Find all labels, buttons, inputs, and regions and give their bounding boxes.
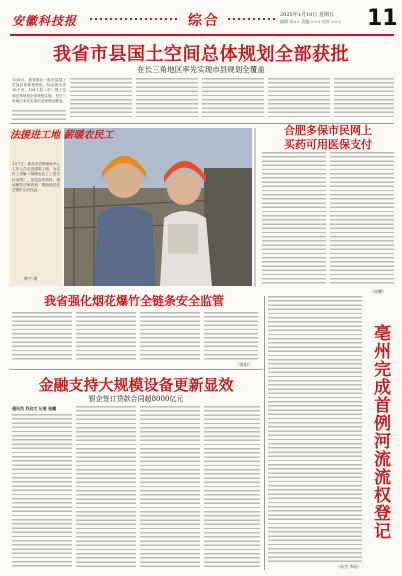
photo-right-edge bbox=[254, 128, 256, 286]
masthead-dots bbox=[90, 18, 180, 20]
finance-body-col2 bbox=[76, 406, 136, 568]
paper-name: 安徽科技报 bbox=[12, 14, 78, 28]
safety-body-col2 bbox=[76, 312, 136, 360]
safety-end-tag: （陈阳） bbox=[236, 362, 252, 367]
column-divider bbox=[264, 296, 265, 570]
photo-caption-text: 1月7日，淮北市法律援助中心工作人员走进建筑工地，为农民工讲解《保障农民工工资支付条例》，发放宣传资料，现场解答法律咨询，帮助他们依法维护合法权益。 bbox=[12, 162, 60, 193]
lead-body-col6 bbox=[334, 78, 394, 120]
lead-body-col3 bbox=[136, 78, 198, 120]
vertical-end-tag: （孙杰 李丽） bbox=[336, 564, 362, 569]
side-body-col1 bbox=[262, 152, 326, 286]
photo-credit: 韩宇 摄 bbox=[24, 276, 38, 281]
side-headline-2: 买药可用医保支付 bbox=[284, 138, 372, 151]
section-label: 综合 bbox=[188, 13, 220, 29]
finance-body-col4 bbox=[204, 406, 260, 568]
safety-divider bbox=[10, 369, 262, 370]
worker-photo-illustration bbox=[64, 128, 252, 286]
photo-caption-column bbox=[10, 128, 114, 286]
side-end-tag: （周鹏） bbox=[370, 289, 386, 294]
safety-body-col4 bbox=[204, 312, 258, 360]
lead-body-col4 bbox=[202, 78, 264, 120]
news-photo bbox=[64, 128, 252, 286]
finance-byline: 通讯员 苏启文 记者 张鹏 bbox=[12, 406, 57, 411]
editor-line: 编辑 周×× 美编 ××× 校对 ××× bbox=[280, 19, 342, 24]
safety-body-col1 bbox=[12, 312, 72, 360]
lead-body-col5 bbox=[268, 78, 330, 120]
vertical-headline: 亳州完成首例河流流权登记 bbox=[370, 324, 390, 540]
lead-subhead: 在长三角地区率先实现市县规划全覆盖 bbox=[137, 65, 265, 74]
finance-body-col1 bbox=[12, 414, 72, 568]
safety-body-col3 bbox=[140, 312, 200, 360]
masthead bbox=[0, 0, 402, 38]
lead-paragraph: 1月8日，我省最后一批市县国土空间总体规划获批，标志着全省16个市、104个县（市）国土空间总体规划全部获批实施，在长三角地区率先实现市县规划全覆盖。 bbox=[12, 78, 66, 103]
lead-headline: 我省市县国土空间总体规划全部获批 bbox=[53, 44, 349, 65]
finance-subhead: 银企签订贷款合同超8000亿元 bbox=[88, 395, 184, 403]
masthead-rule bbox=[10, 34, 394, 36]
lead-body-col2 bbox=[70, 78, 132, 120]
safety-headline: 我省强化烟花爆竹全链条安全监管 bbox=[43, 294, 224, 308]
lead-body-col1 bbox=[12, 110, 66, 120]
finance-body-col3 bbox=[140, 406, 200, 568]
masthead-dots-right bbox=[228, 18, 276, 20]
date-line: 2025年1月10日 星期五 bbox=[280, 12, 334, 18]
page-number: 11 bbox=[367, 6, 398, 31]
finance-headline: 金融支持大规模设备更新显效 bbox=[38, 376, 234, 394]
vertical-body-col bbox=[268, 296, 362, 562]
side-body-col2 bbox=[330, 152, 394, 286]
side-headline-1: 合肥多保市民网上 bbox=[284, 124, 372, 137]
photo-caption-title: 法援进工地 薪暖农民工 bbox=[10, 130, 114, 141]
